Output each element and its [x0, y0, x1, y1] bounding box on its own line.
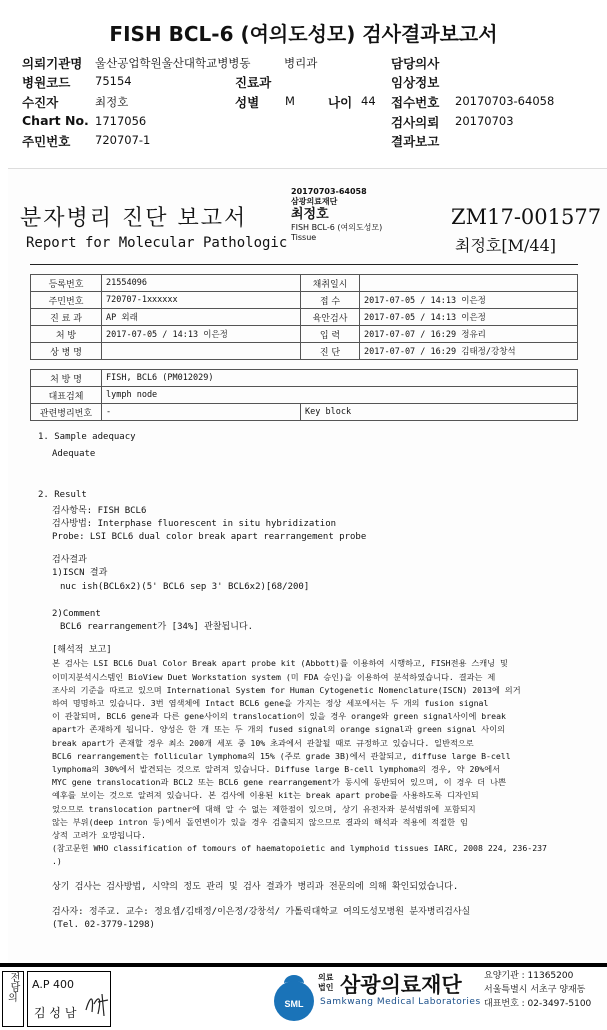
- signature-icon: [84, 990, 110, 1018]
- scanned-report: [8, 168, 607, 964]
- stamp-bottom: 의: [8, 993, 18, 1004]
- page-title: FISH BCL-6 (여의도성모) 검사결과보고서: [109, 22, 498, 46]
- table-cell: 2017-07-05 / 14:13 이은정: [360, 292, 578, 309]
- stamp-top: 전담: [8, 972, 19, 992]
- table-cell: 상 병 명: [31, 343, 102, 360]
- section-heading: 1. Sample adequacy: [38, 432, 136, 442]
- body-line: 상적 고려가 요망됩니다.: [52, 830, 146, 841]
- body-line: .): [52, 856, 62, 867]
- table-cell: 등록번호: [31, 275, 102, 292]
- body-line: 하여 명명하고 있습니다. 3번 염색체에 Intact BCL6 gene을 가지는 정상 세포에서는 두 개의 fusion signal: [52, 698, 489, 709]
- label-patient: 수진자: [22, 95, 59, 110]
- label-org: 삼광의료재단: [291, 197, 338, 206]
- table-cell: 처 방 명: [31, 370, 102, 387]
- body-line: 이미지분석시스템인 BioView Duet Workstation system (미 FDA 승인)을 이용하여 분석하였습니다. 결과는 제: [52, 671, 496, 682]
- body-line: 상기 검사는 검사방법, 시약의 정도 관리 및 검사 결과가 병리과 전문의에 의해 확인되었습니다.: [52, 881, 459, 892]
- value-resident-no: 720707-1: [95, 133, 151, 147]
- label-resident-no: 주민번호: [22, 134, 71, 149]
- table-row: [31, 370, 578, 387]
- org-address: 서울특별시 서초구 양재동: [484, 985, 586, 995]
- body-line: Adequate: [52, 449, 96, 460]
- value-request: 20170703: [455, 114, 514, 128]
- table-cell: 2017-07-07 / 16:29 김태정/강창석: [360, 343, 578, 360]
- label-name: 최정호: [291, 207, 329, 222]
- table-cell: Key block: [301, 404, 578, 421]
- value-sex: M: [285, 94, 295, 108]
- ap-number: A.P 400: [32, 978, 74, 991]
- value-age: 44: [361, 94, 376, 108]
- table-cell: 주민번호: [31, 292, 102, 309]
- prescription-table: [30, 369, 578, 421]
- table-cell: 21554096: [102, 275, 301, 292]
- org-name: 삼광의료재단: [340, 973, 462, 997]
- label-institution: 의뢰기관명: [22, 56, 83, 71]
- report-body: [38, 431, 578, 932]
- table-cell: 처 방: [31, 326, 102, 343]
- stamp-box: [2, 971, 24, 1027]
- label-chart-no: Chart No.: [22, 113, 89, 128]
- value-hospital-code: 75154: [95, 74, 132, 88]
- body-line: nuc ish(BCL6x2)(5' BCL6 sep 3' BCL6x2)[68/200]: [60, 581, 310, 592]
- table-cell: 채취일시: [301, 275, 360, 292]
- table-cell: 2017-07-05 / 14:13 이은정: [102, 326, 301, 343]
- pathologist-name: 김 성 남: [34, 1006, 77, 1020]
- body-line: (참고문헌 WHO classification of tomours of haematopoietic and lymphoid tissues IARC, 2008 224, 236-237: [52, 843, 547, 854]
- body-line: apart가 존재하게 됩니다. 양성은 한 개 또는 두 개의 fused signal의 orange signal과 green signal 사이의: [52, 724, 506, 735]
- section-heading: 2. Result: [38, 490, 87, 501]
- table-cell: [360, 275, 578, 292]
- logo-text: SML: [284, 999, 304, 1009]
- org-code: 요양기관 : 11365200: [484, 971, 574, 981]
- label-result-report: 결과보고: [391, 134, 440, 149]
- label-test: FISH BCL-6 (여의도성모): [291, 223, 383, 232]
- table-cell: 입 력: [301, 326, 360, 343]
- table-row: [31, 343, 578, 360]
- body-line: MYC gene translocation과 BCL2 또는 BCL6 gene rearrangement가 동시에 동반되어 있으며, 이 경우 더 나쁜: [52, 777, 506, 788]
- header-info: [22, 54, 592, 154]
- table-row: [31, 387, 578, 404]
- body-line: [해석적 보고]: [52, 645, 112, 656]
- org-type: [318, 973, 333, 993]
- label-clinical-info: 임상정보: [391, 75, 440, 90]
- body-line: 조사의 기준을 따르고 있으며 International System for Human Cytogenetic Nomenclature(ISCN) 2013에 의거: [52, 684, 521, 695]
- table-cell: 진 단: [301, 343, 360, 360]
- label-receipt-no: 20170703-64058: [291, 187, 367, 196]
- body-line: BCL6 rearrangement가 [34%] 관찰됩니다.: [60, 622, 254, 633]
- table-row: [31, 309, 578, 326]
- body-line: 검사방법: Interphase fluorescent in situ hybridization: [52, 518, 337, 529]
- label-age: 나이: [328, 95, 353, 110]
- value-receipt-no: 20170703-64058: [455, 94, 555, 108]
- specimen-label: [291, 187, 441, 243]
- label-hospital-code: 병원코드: [22, 75, 71, 90]
- body-line: 이 관찰되며, BCL6 gene과 다른 gene사이의 translocation이 있을 경우 orange와 green signal사이에 break: [52, 711, 506, 722]
- label-sex: 성별: [235, 95, 260, 110]
- table-cell: 720707-1xxxxxx: [102, 292, 301, 309]
- report-code-name: 최정호[M/44]: [455, 236, 556, 255]
- interpretation-text: [38, 657, 578, 868]
- value-patient: 최정호: [95, 95, 129, 109]
- body-line: BCL6 rearrangement는 follicular lymphoma의 15% (주로 grade 3B)에서 관찰되고, diffuse large B-cell: [52, 750, 511, 761]
- body-line: 예후를 보이는 것으로 알려져 있습니다. 본 검사에 이용된 kit는 break apart probe를 사용하도록 디자인되: [52, 790, 479, 801]
- body-line: 검사결과: [52, 555, 87, 566]
- report-title-ko: 분자병리 진단 보고서: [20, 206, 248, 231]
- body-line: lymphoma의 30%에서 발견되는 것으로 알려져 있습니다. Diffuse large B-cell lymphoma의 경우, 약 20%에서: [52, 764, 501, 775]
- label-request: 검사의뢰: [391, 115, 440, 130]
- body-line: 1)ISCN 결과: [52, 568, 108, 579]
- table-cell: 육안검사: [301, 309, 360, 326]
- table-cell: 2017-07-05 / 14:13 이은정: [360, 309, 578, 326]
- report-title-en: Report for Molecular Pathologic: [26, 235, 288, 251]
- label-receipt-no: 접수번호: [391, 95, 440, 110]
- value-chart-no: 1717056: [95, 114, 147, 128]
- body-line: break apart가 존재할 경우 최소 200개 세포 중 10% 초과에서 관찰될 때로 규정하고 있습니다. 일반적으로: [52, 737, 474, 748]
- label-tissue: Tissue: [291, 233, 317, 242]
- body-line: 었으므로 translocation partner에 대해 알 수 없는 제한점이 있으며, 상기 유전자좌 분석범위에 포함되지: [52, 803, 476, 814]
- table-cell: 진 료 과: [31, 309, 102, 326]
- label-doctor: 담당의사: [391, 56, 440, 71]
- info-table: [30, 274, 578, 360]
- table-cell: 접 수: [301, 292, 360, 309]
- table-row: [31, 326, 578, 343]
- org-small2: 법인: [318, 983, 334, 992]
- value-department: 병리과: [284, 56, 318, 70]
- body-line: 않는 부위(deep intron 등)에서 돌연변이가 있을 경우 검출되지 않으므로 결과의 해석과 적용에 적절한 임: [52, 816, 468, 827]
- label-clinic: 진료과: [235, 75, 272, 90]
- footer: [0, 967, 607, 1030]
- org-phone: 대표번호 : 02-3497-5100: [484, 999, 592, 1009]
- body-line: 검사자: 정주교. 교수: 정요셉/김태정/이은정/강창석/ 가톨릭대학교 여의도성모병원 분자병리검사실: [52, 906, 471, 917]
- divider: [30, 264, 578, 265]
- table-cell: 관련병리번호: [31, 404, 102, 421]
- body-line: (Tel. 02-3779-1298): [52, 920, 155, 931]
- sml-logo-icon: [270, 971, 318, 1025]
- body-line: Probe: LSI BCL6 dual color break apart rearrangement probe: [52, 532, 367, 543]
- table-cell: FISH, BCL6 (PM012029): [102, 370, 578, 387]
- org-name-en: Samkwang Medical Laboratories: [320, 997, 481, 1007]
- table-cell: 대표검체: [31, 387, 102, 404]
- table-row: [31, 275, 578, 292]
- table-cell: 2017-07-07 / 16:29 정유리: [360, 326, 578, 343]
- org-small1: 의료: [318, 973, 334, 982]
- table-cell: -: [102, 404, 301, 421]
- org-contact: [484, 969, 591, 1011]
- table-row: [31, 404, 578, 421]
- table-cell: AP 외래: [102, 309, 301, 326]
- signature-box: [27, 971, 111, 1027]
- table-cell: lymph node: [102, 387, 578, 404]
- body-line: 본 검사는 LSI BCL6 Dual Color Break apart probe kit (Abbott)를 이용하여 시행하고, FISH전용 스캐닝 및: [52, 658, 508, 669]
- report-code: ZM17-001577: [451, 205, 602, 229]
- body-line: 2)Comment: [52, 608, 101, 619]
- table-cell: [102, 343, 301, 360]
- value-institution: 울산공업학원울산대학교병병동: [95, 56, 251, 70]
- table-row: [31, 292, 578, 309]
- body-line: 검사항목: FISH BCL6: [52, 505, 147, 516]
